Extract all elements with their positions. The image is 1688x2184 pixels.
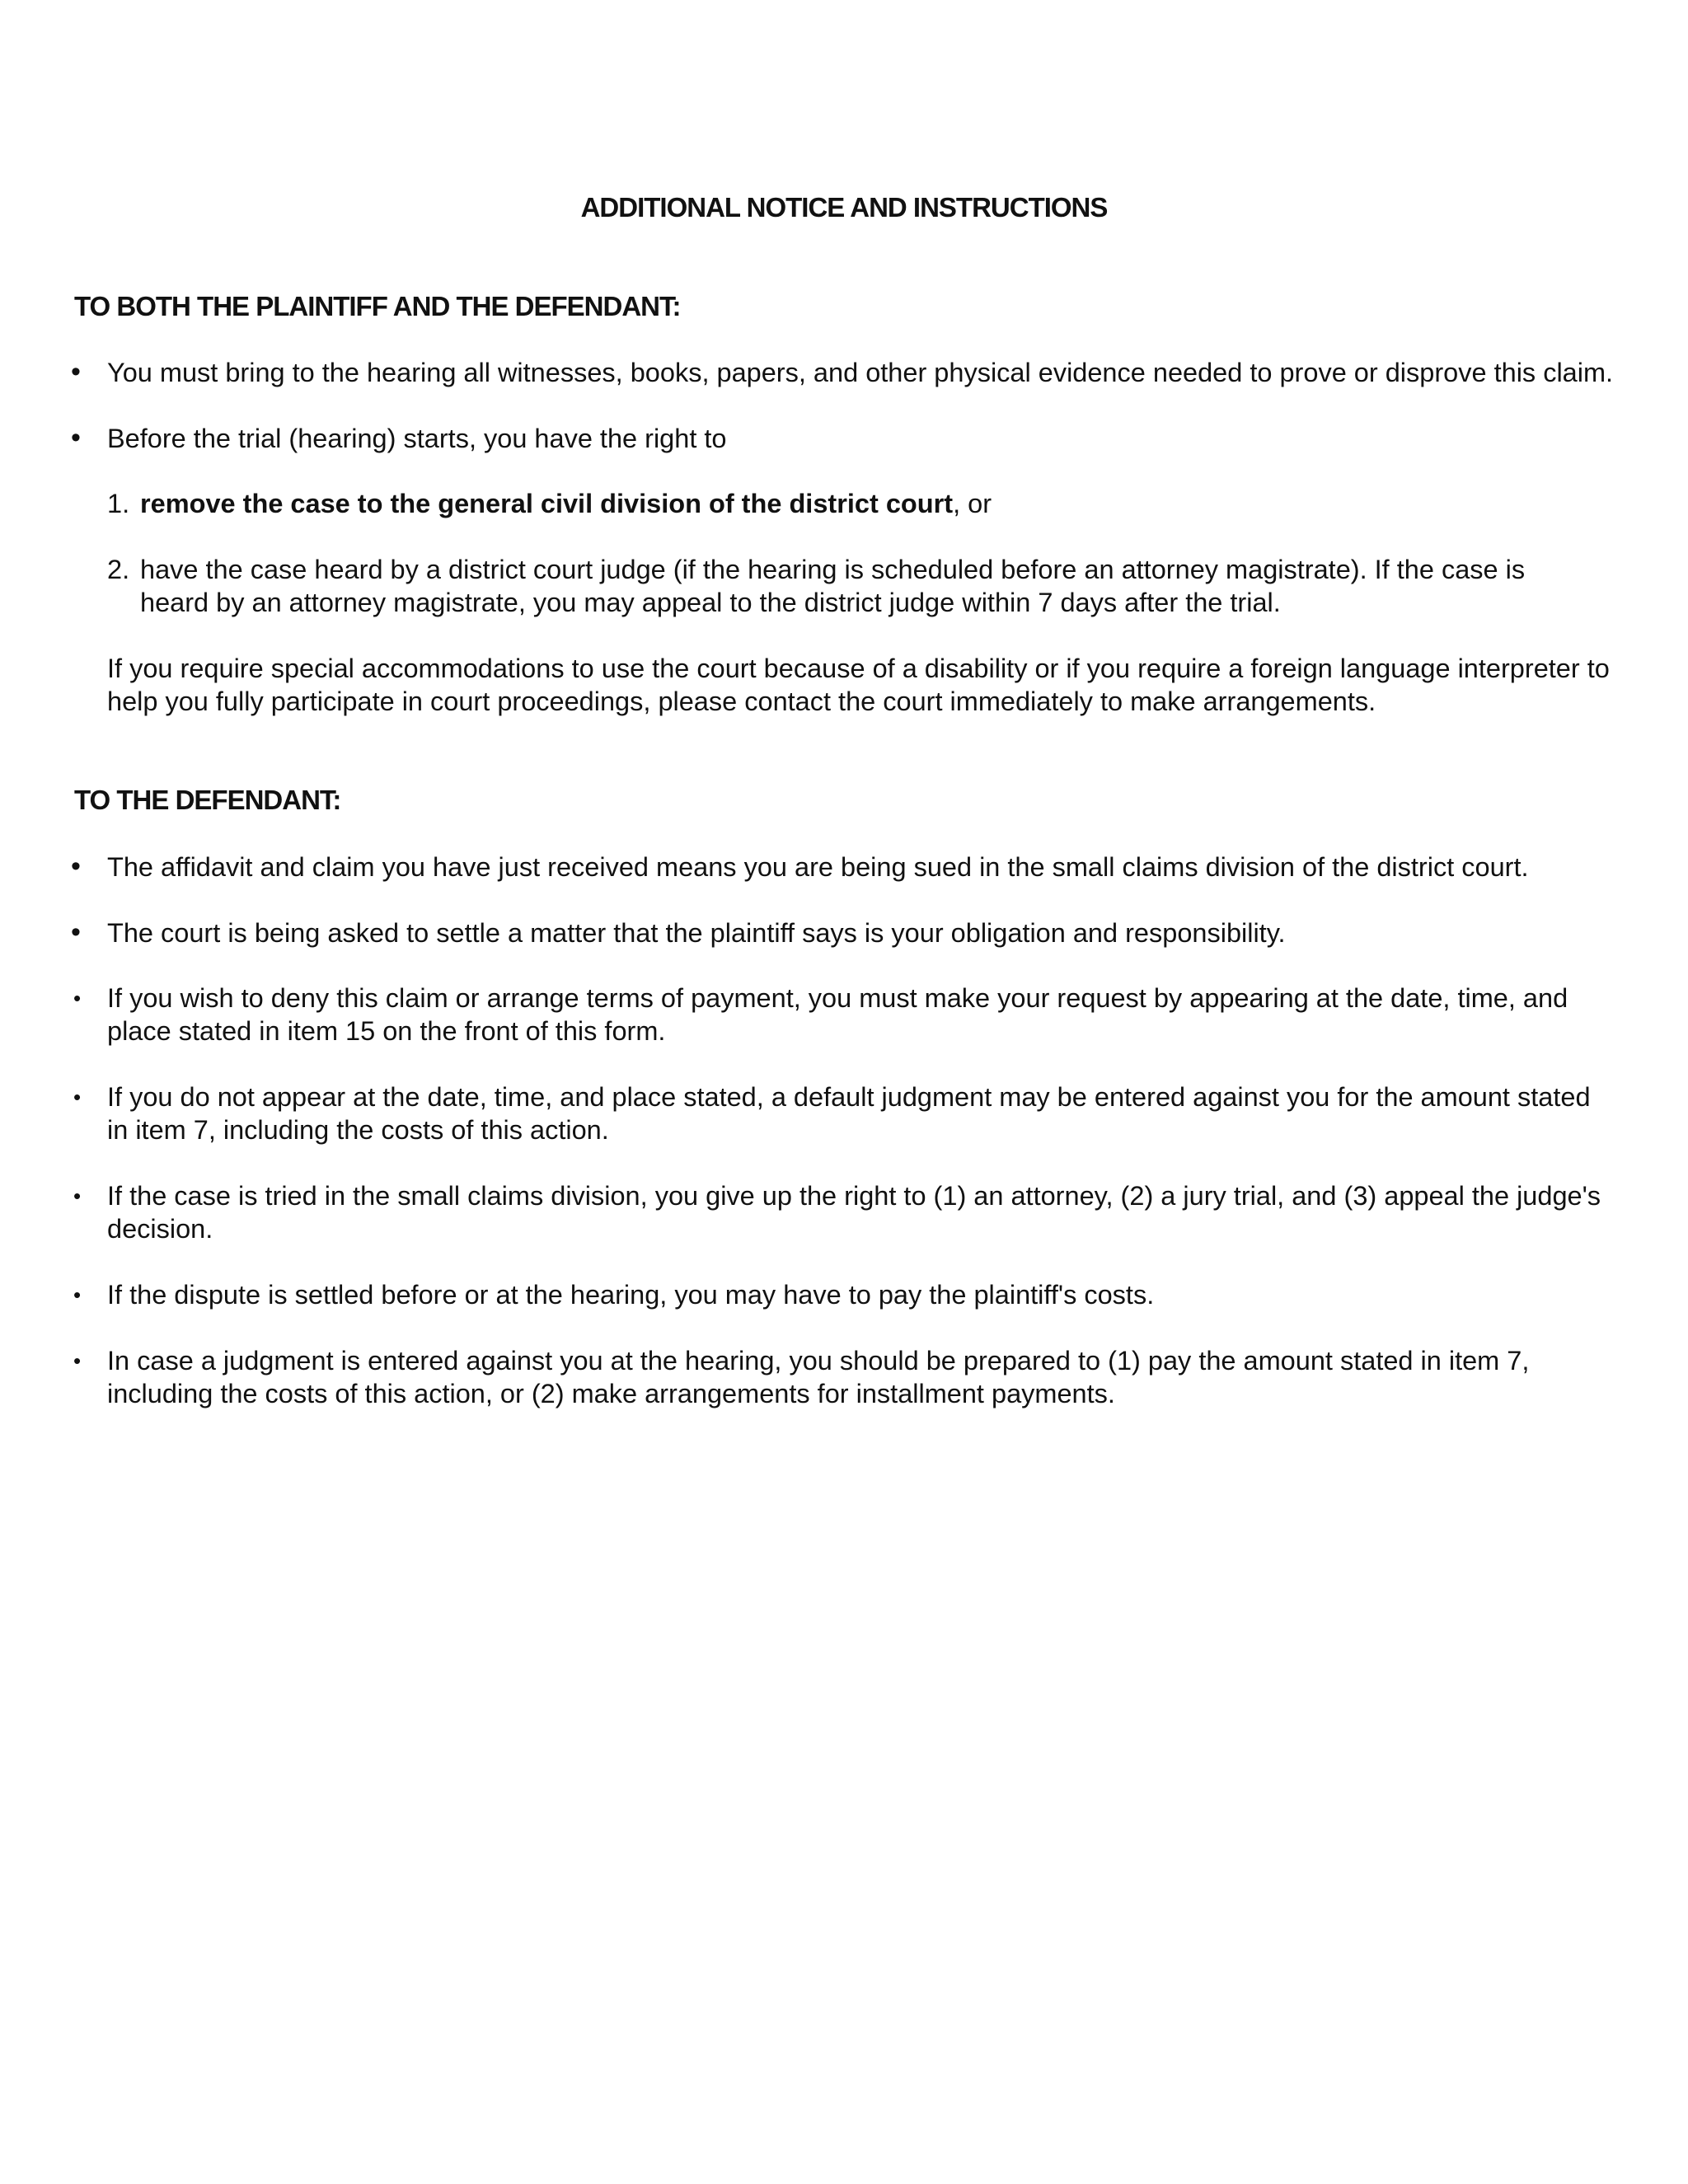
numbered-item-remove-case bbox=[140, 487, 992, 520]
accommodations-notice: help you fully participate in court proceedings, please contact the court immediately to make arrangements. bbox=[107, 687, 1376, 716]
list-item-line: in item 7, including the costs of this action. bbox=[107, 1115, 609, 1145]
list-item: Before the trial (hearing) starts, you have the right to bbox=[107, 424, 727, 453]
list-item: You must bring to the hearing all witnesses, books, papers, and other physical evidence needed to prove or disprove this claim. bbox=[107, 358, 1614, 387]
bullet-marker: • bbox=[71, 422, 81, 453]
list-item-line: decision. bbox=[107, 1214, 213, 1244]
list-item-line: If you do not appear at the date, time, and place stated, a default judgment may be entered against you for the amount stated bbox=[107, 1082, 1591, 1112]
list-item-line: including the costs of this action, or (2) make arrangements for installment payments. bbox=[107, 1379, 1115, 1408]
page-title: ADDITIONAL NOTICE AND INSTRUCTIONS bbox=[580, 192, 1108, 223]
accommodations-notice: If you require special accommodations to use the court because of a disability or if you require a foreign language interpreter to bbox=[107, 654, 1610, 683]
list-item: If the dispute is settled before or at the hearing, you may have to pay the plaintiff's costs. bbox=[107, 1280, 1155, 1310]
list-number: 1. bbox=[107, 489, 130, 518]
list-item-line: In case a judgment is entered against you at the hearing, you should be prepared to (1) pay the amount stated in item 7, bbox=[107, 1346, 1530, 1376]
list-item: The court is being asked to settle a matter that the plaintiff says is your obligation and responsibility. bbox=[107, 918, 1286, 948]
emphasis-text: remove the case to the general civil division of the district court bbox=[140, 489, 954, 518]
list-item-text: , or bbox=[953, 489, 992, 518]
list-item-line: If you wish to deny this claim or arrange terms of payment, you must make your request by appearing at the date, time, and bbox=[107, 983, 1568, 1013]
bullet-marker: • bbox=[73, 1085, 82, 1109]
list-item-line: If the case is tried in the small claims division, you give up the right to (1) an attorney, (2) a jury trial, and (3) appeal the judge's bbox=[107, 1181, 1601, 1211]
bullet-marker: • bbox=[71, 916, 81, 948]
bullet-marker: • bbox=[71, 356, 81, 387]
section-heading-both: TO BOTH THE PLAINTIFF AND THE DEFENDANT: bbox=[74, 291, 681, 321]
numbered-item-line: heard by an attorney magistrate, you may appeal to the district judge within 7 days after the trial. bbox=[140, 588, 1281, 617]
bullet-marker: • bbox=[71, 851, 81, 882]
bullet-marker: • bbox=[73, 1183, 82, 1208]
bullet-marker: • bbox=[73, 986, 82, 1010]
list-number: 2. bbox=[107, 555, 130, 584]
list-item-line: place stated in item 15 on the front of this form. bbox=[107, 1016, 666, 1046]
bullet-marker: • bbox=[73, 1348, 82, 1373]
section-heading-defendant: TO THE DEFENDANT: bbox=[74, 785, 341, 815]
list-item: The affidavit and claim you have just received means you are being sued in the small claims division of the district court. bbox=[107, 852, 1529, 882]
numbered-item-line: have the case heard by a district court judge (if the hearing is scheduled before an attorney magistrate). If the case is bbox=[140, 555, 1526, 584]
bullet-marker: • bbox=[73, 1282, 82, 1307]
